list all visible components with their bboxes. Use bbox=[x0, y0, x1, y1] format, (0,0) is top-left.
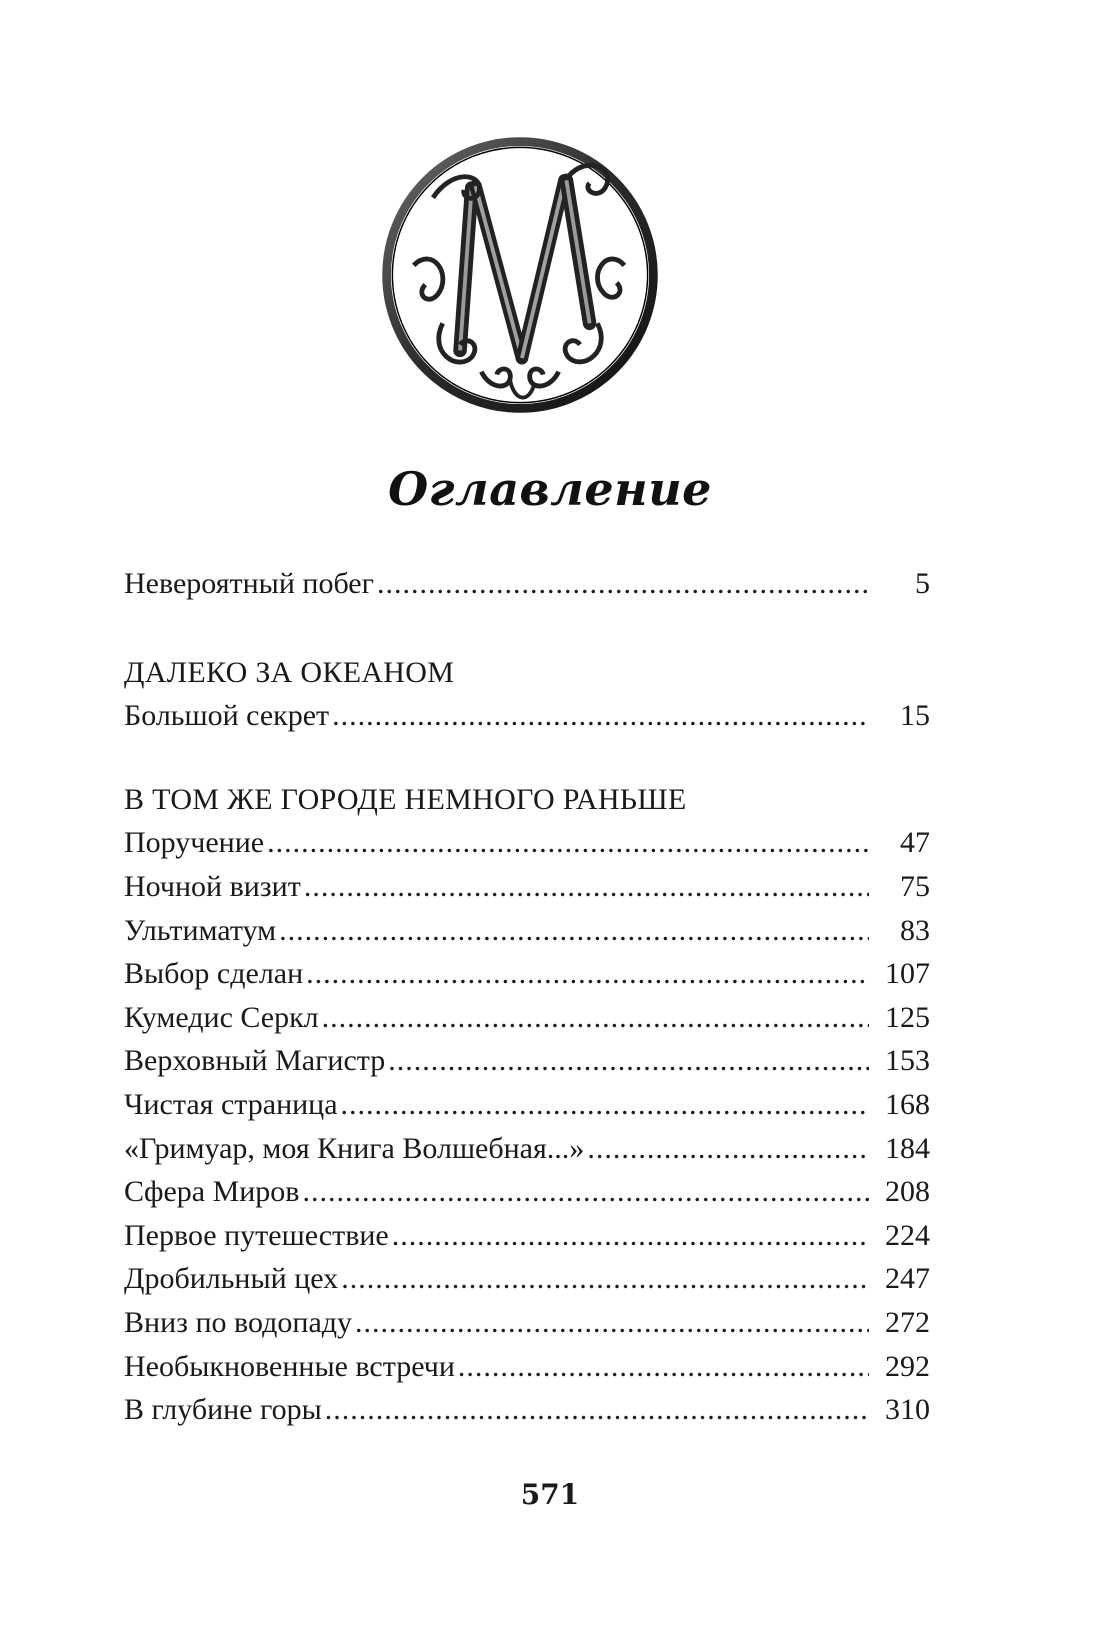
toc-entry-page: 224 bbox=[885, 1218, 930, 1252]
toc-entry-title: Вниз по водопаду bbox=[124, 1305, 353, 1339]
toc-entry[interactable] bbox=[124, 952, 930, 996]
dot-leader bbox=[587, 1127, 869, 1171]
dot-leader bbox=[341, 1257, 869, 1301]
toc-entry-page: 168 bbox=[885, 1087, 930, 1121]
table-of-contents bbox=[124, 562, 930, 1432]
dot-leader bbox=[304, 865, 869, 909]
toc-entry-page: 272 bbox=[885, 1305, 930, 1339]
section-heading: В ТОМ ЖЕ ГОРОДЕ НЕМНОГО РАНЬШЕ bbox=[124, 782, 687, 816]
toc-entry-page: 184 bbox=[885, 1131, 930, 1165]
toc-entry-page: 247 bbox=[885, 1262, 930, 1296]
dot-leader bbox=[341, 1083, 869, 1127]
toc-title: Оглавление bbox=[388, 462, 712, 516]
toc-entry-page: 153 bbox=[885, 1044, 930, 1078]
toc-entry-page: 47 bbox=[900, 826, 930, 860]
toc-entry[interactable] bbox=[124, 1214, 930, 1258]
section-heading: ДАЛЕКО ЗА ОКЕАНОМ bbox=[124, 655, 455, 689]
toc-entry-title: Невероятный побег bbox=[124, 567, 374, 600]
toc-entry[interactable] bbox=[124, 1388, 930, 1432]
page-number: 571 bbox=[520, 1478, 580, 1511]
dot-leader bbox=[322, 996, 869, 1040]
toc-entry-title: Кумедис Серкл bbox=[124, 1000, 319, 1034]
dot-leader bbox=[458, 1345, 869, 1389]
toc-entry[interactable] bbox=[124, 1039, 930, 1083]
dot-leader bbox=[267, 821, 869, 865]
toc-entry[interactable] bbox=[124, 1127, 930, 1171]
toc-entry[interactable] bbox=[124, 694, 930, 738]
toc-entry-title: Первое путешествие bbox=[124, 1218, 389, 1252]
toc-entry-title: Большой секрет bbox=[124, 699, 330, 733]
toc-entry-title: Ночной визит bbox=[124, 869, 301, 903]
section-entries bbox=[124, 821, 930, 1431]
toc-entry-page: 310 bbox=[885, 1393, 930, 1427]
toc-entry[interactable] bbox=[124, 1083, 930, 1127]
toc-entry-title: Верховный Магистр bbox=[124, 1044, 386, 1078]
toc-entry-title: Поручение bbox=[124, 826, 265, 860]
dot-leader bbox=[306, 952, 869, 996]
toc-entry[interactable] bbox=[124, 1345, 930, 1389]
toc-entry[interactable] bbox=[124, 909, 930, 953]
toc-entry-page: 208 bbox=[885, 1175, 930, 1209]
toc-entry-page: 107 bbox=[885, 957, 930, 991]
toc-entry-page: 15 bbox=[900, 699, 930, 733]
toc-entry-title: Сфера Миров bbox=[124, 1175, 300, 1209]
toc-entry-title: Дробильный цех bbox=[124, 1262, 339, 1296]
dot-leader bbox=[279, 909, 869, 953]
toc-entry-title: Выбор сделан bbox=[124, 957, 304, 991]
dot-leader bbox=[355, 1301, 869, 1345]
toc-entry-page: 292 bbox=[885, 1349, 930, 1383]
toc-entry-title: Необыкновенные встречи bbox=[124, 1349, 455, 1383]
toc-entry[interactable] bbox=[124, 821, 930, 865]
dot-leader bbox=[302, 1170, 869, 1214]
dot-leader bbox=[332, 694, 869, 738]
toc-entry-title: В глубине горы bbox=[124, 1393, 322, 1427]
toc-entry-page: 83 bbox=[900, 913, 930, 947]
toc-entry[interactable] bbox=[124, 996, 930, 1040]
toc-entry-page: 125 bbox=[885, 1000, 930, 1034]
toc-entry-page: 5 bbox=[915, 567, 930, 600]
ornate-m-monogram-icon bbox=[375, 130, 665, 420]
toc-entry[interactable] bbox=[124, 1170, 930, 1214]
toc-entry-title: Чистая страница bbox=[124, 1087, 338, 1121]
dot-leader bbox=[325, 1388, 869, 1432]
dot-leader bbox=[392, 1214, 869, 1258]
toc-entry[interactable] bbox=[124, 1257, 930, 1301]
dot-leader bbox=[388, 1039, 869, 1083]
toc-entry[interactable] bbox=[124, 562, 930, 606]
toc-entry-title: Ультиматум bbox=[124, 913, 277, 947]
dot-leader bbox=[377, 562, 869, 606]
toc-entry-page: 75 bbox=[900, 869, 930, 903]
toc-entry[interactable] bbox=[124, 865, 930, 909]
toc-entry[interactable] bbox=[124, 1301, 930, 1345]
toc-entry-title: «Гримуар, моя Книга Волшебная...» bbox=[124, 1131, 585, 1165]
